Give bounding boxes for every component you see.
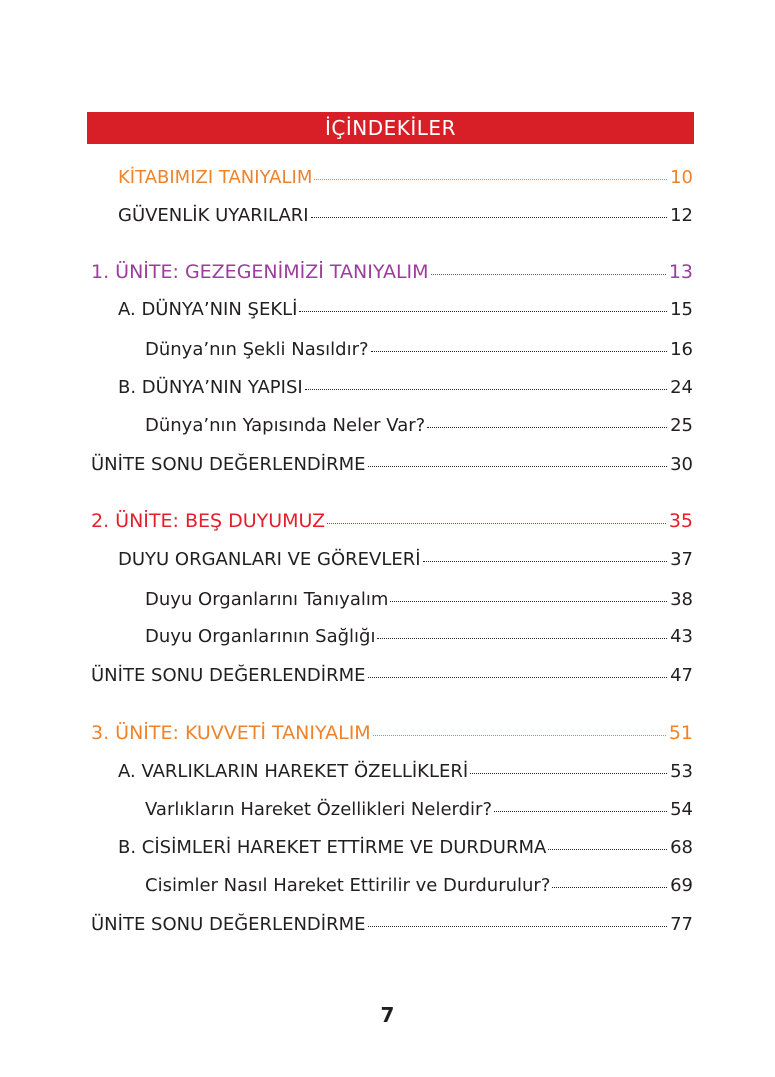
toc-entry-label: 3. ÜNİTE: KUVVETİ TANIYALIM	[91, 722, 371, 744]
leader-dots	[494, 810, 667, 812]
toc-entry-label: GÜVENLİK UYARILARI	[118, 205, 309, 226]
leader-dots	[327, 522, 666, 524]
toc-entry-page: 35	[668, 510, 693, 532]
toc-entry-label: 2. ÜNİTE: BEŞ DUYUMUZ	[91, 510, 326, 532]
toc-entry-label: ÜNİTE SONU DEĞERLENDİRME	[91, 665, 366, 686]
toc-entry-page: 54	[670, 799, 693, 820]
toc-entry-page: 10	[670, 167, 693, 188]
leader-dots	[377, 637, 667, 639]
toc-entry-unite-sonu-3[interactable]	[91, 913, 693, 937]
leader-dots	[311, 216, 667, 218]
leader-dots	[314, 178, 667, 180]
toc-unit-3[interactable]	[91, 721, 693, 745]
toc-entry-page: 47	[670, 665, 693, 686]
toc-entry-label: 1. ÜNİTE: GEZEGENİMİZİ TANIYALIM	[91, 261, 429, 283]
toc-entry-varliklarin-hareket-ozellikleri-nelerdir[interactable]	[145, 798, 693, 822]
toc-entry-varliklarin-hareket-ozellikleri[interactable]	[118, 760, 693, 784]
toc-entry-page: 69	[670, 875, 693, 896]
leader-dots	[423, 560, 668, 562]
toc-entry-label: Duyu Organlarının Sağlığı	[145, 626, 376, 647]
page-number: 7	[380, 1003, 395, 1027]
toc-entry-page: 51	[668, 722, 693, 744]
toc-entry-page: 53	[670, 761, 693, 782]
toc-entry-dunyanin-yapisinda-neler-var[interactable]	[145, 414, 693, 438]
toc-entry-duyu-organlari[interactable]	[118, 548, 693, 572]
toc-entry-unite-sonu-1[interactable]	[91, 453, 693, 477]
toc-entry-dunyanin-sekli[interactable]	[118, 298, 693, 322]
toc-entry-label: B. DÜNYA’NIN YAPISI	[118, 377, 303, 398]
toc-entry-page: 68	[670, 837, 693, 858]
toc-entry-page: 16	[670, 339, 693, 360]
toc-entry-page: 43	[670, 626, 693, 647]
toc-entry-page: 25	[670, 415, 693, 436]
leader-dots	[373, 734, 666, 736]
toc-entry-dunyanin-sekli-nasildir[interactable]	[145, 338, 693, 362]
toc-entry-label: A. DÜNYA’NIN ŞEKLİ	[118, 299, 298, 320]
toc-entry-cisimler-nasil-hareket-ettirilir[interactable]	[145, 874, 693, 898]
toc-entry-page: 13	[668, 261, 693, 283]
toc-entry-label: KİTABIMIZI TANIYALIM	[118, 167, 313, 188]
toc-entry-label: B. CİSİMLERİ HAREKET ETTİRME VE DURDURMA	[118, 837, 547, 858]
toc-entry-label: Duyu Organlarını Tanıyalım	[145, 589, 389, 610]
toc-entry-page: 30	[670, 454, 693, 475]
leader-dots	[431, 273, 666, 275]
leader-dots	[552, 886, 667, 888]
toc-entry-label: Cisimler Nasıl Hareket Ettirilir ve Durdurulur?	[145, 875, 551, 896]
leader-dots	[427, 426, 667, 428]
toc-entry-page: 37	[670, 549, 693, 570]
toc-entry-label: Dünya’nın Şekli Nasıldır?	[145, 339, 369, 360]
toc-header: İÇİNDEKİLER	[87, 112, 694, 144]
leader-dots	[368, 925, 668, 927]
leader-dots	[368, 676, 668, 678]
toc-entry-dunyanin-yapisi[interactable]	[118, 376, 693, 400]
leader-dots	[548, 848, 667, 850]
toc-entry-label: ÜNİTE SONU DEĞERLENDİRME	[91, 454, 366, 475]
toc-entry-label: A. VARLIKLARIN HAREKET ÖZELLİKLERİ	[118, 761, 469, 782]
toc-entry-page: 77	[670, 914, 693, 935]
toc-entry-label: Varlıkların Hareket Özellikleri Nelerdir?	[145, 799, 493, 820]
toc-entry-page: 24	[670, 377, 693, 398]
toc-unit-1[interactable]	[91, 260, 693, 284]
toc-entry-label: Dünya’nın Yapısında Neler Var?	[145, 415, 426, 436]
toc-entry-page: 15	[670, 299, 693, 320]
toc-entry-duyu-organlarini-taniyalim[interactable]	[145, 588, 693, 612]
leader-dots	[390, 600, 667, 602]
toc-entry-label: DUYU ORGANLARI VE GÖREVLERİ	[118, 549, 421, 570]
toc-entry-label: ÜNİTE SONU DEĞERLENDİRME	[91, 914, 366, 935]
toc-entry-page: 12	[670, 205, 693, 226]
toc-entry-unite-sonu-2[interactable]	[91, 664, 693, 688]
leader-dots	[305, 388, 667, 390]
toc-unit-2[interactable]	[91, 509, 693, 533]
leader-dots	[371, 350, 668, 352]
toc-entry-cisimleri-hareket-ettirme[interactable]	[118, 836, 693, 860]
leader-dots	[299, 310, 667, 312]
leader-dots	[368, 465, 668, 467]
toc-entry-page: 38	[670, 589, 693, 610]
toc-entry-guvenlik-uyarilari[interactable]	[118, 204, 693, 228]
toc-entry-duyu-organlarinin-sagligi[interactable]	[145, 625, 693, 649]
leader-dots	[470, 772, 667, 774]
toc-entry-kitabimizi-taniyalim[interactable]	[118, 166, 693, 190]
